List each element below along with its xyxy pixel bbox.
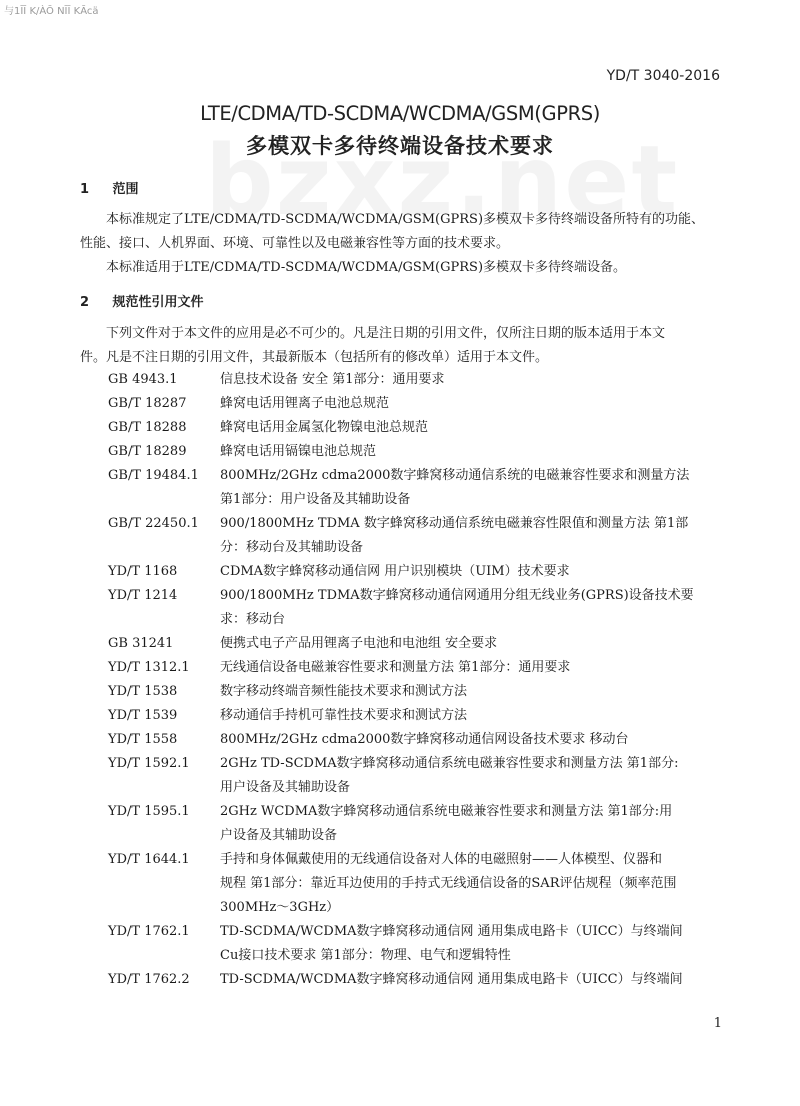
reference-code: YD/T 1644.1	[108, 852, 190, 867]
paragraph-line: 件。凡是不注日期的引用文件，其最新版本（包括所有的修改单）适用于本文件。	[80, 350, 549, 365]
reference-title	[220, 728, 714, 752]
paragraph-line: 性能、接口、人机界面、环境、可靠性以及电磁兼容性等方面的技术要求。	[80, 236, 510, 251]
reference-title-line: 2GHz WCDMA数字蜂窝移动通信系统电磁兼容性要求和测量方法 第1部分:用	[220, 804, 673, 819]
section-title: 规范性引用文件	[112, 295, 204, 310]
reference-code: GB/T 18289	[108, 444, 187, 459]
reference-title-line: 800MHz/2GHz cdma2000数字蜂窝移动通信网设备技术要求 移动台	[220, 732, 629, 747]
reference-title	[220, 512, 714, 560]
reference-code: GB 31241	[108, 636, 174, 651]
reference-title	[220, 680, 714, 704]
reference-title-line: 移动通信手持机可靠性技术要求和测试方法	[220, 708, 468, 723]
paragraph-line: 下列文件对于本文件的应用是必不可少的。凡是注日期的引用文件，仅所注日期的版本适用于本文	[106, 326, 666, 341]
reference-title-line: TD-SCDMA/WCDMA数字蜂窝移动通信网 通用集成电路卡（UICC）与终端间	[220, 972, 683, 987]
reference-title	[220, 656, 714, 680]
page-number: 1	[713, 1016, 722, 1031]
reference-title-line: CDMA数字蜂窝移动通信网 用户识别模块（UIM）技术要求	[220, 564, 570, 579]
section-title: 范围	[112, 182, 139, 197]
reference-title-line: 900/1800MHz TDMA数字蜂窝移动通信网通用分组无线业务(GPRS)设备技术要	[220, 588, 694, 603]
paragraph-line: 本标准适用于LTE/CDMA/TD-SCDMA/WCDMA/GSM(GPRS)多模双卡多待终端设备。	[106, 260, 627, 275]
section-1-heading	[80, 178, 139, 197]
reference-title-line: 规程 第1部分：靠近耳边使用的手持式无线通信设备的SAR评估规程（频率范围	[220, 876, 677, 891]
reference-title-line: 蜂窝电话用金属氢化物镍电池总规范	[220, 420, 429, 435]
reference-title	[220, 800, 714, 848]
document-title	[0, 98, 800, 162]
reference-title	[220, 560, 714, 584]
section-number: 1	[80, 182, 90, 197]
reference-title	[220, 848, 714, 920]
reference-title	[220, 368, 714, 392]
reference-code: YD/T 1558	[108, 732, 178, 747]
reference-title	[220, 704, 714, 728]
reference-code: GB/T 22450.1	[108, 516, 199, 531]
references-intro	[80, 322, 720, 370]
reference-code: YD/T 1312.1	[108, 660, 190, 675]
reference-title-line: 2GHz TD-SCDMA数字蜂窝移动通信系统电磁兼容性要求和测量方法 第1部分:	[220, 756, 679, 771]
reference-title-line: 用户设备及其辅助设备	[220, 780, 351, 795]
reference-title-line: 无线通信设备电磁兼容性要求和测量方法 第1部分：通用要求	[220, 660, 571, 675]
reference-code: GB/T 18288	[108, 420, 187, 435]
reference-title-line: 分：移动台及其辅助设备	[220, 540, 364, 555]
reference-title	[220, 392, 714, 416]
reference-title-line: 户设备及其辅助设备	[220, 828, 338, 843]
title-line-1: LTE/CDMA/TD-SCDMA/WCDMA/GSM(GPRS)	[200, 102, 600, 125]
section-2-heading	[80, 291, 204, 310]
reference-title	[220, 464, 714, 512]
reference-code: GB/T 18287	[108, 396, 187, 411]
reference-code: YD/T 1762.1	[108, 924, 190, 939]
reference-title	[220, 752, 714, 800]
reference-code: GB/T 19484.1	[108, 468, 199, 483]
reference-title	[220, 440, 714, 464]
section-number: 2	[80, 295, 90, 310]
reference-title-line: TD-SCDMA/WCDMA数字蜂窝移动通信网 通用集成电路卡（UICC）与终端间	[220, 924, 683, 939]
reference-code: YD/T 1592.1	[108, 756, 190, 771]
scope-paragraph-1	[80, 208, 720, 256]
reference-title-line: 数字移动终端音频性能技术要求和测试方法	[220, 684, 468, 699]
reference-title	[220, 632, 714, 656]
reference-title	[220, 920, 714, 968]
reference-code: YD/T 1168	[108, 564, 178, 579]
reference-title	[220, 584, 714, 632]
standard-number: YD/T 3040-2016	[606, 68, 720, 84]
reference-title-line: 900/1800MHz TDMA 数字蜂窝移动通信系统电磁兼容性限值和测量方法 第1部	[220, 516, 689, 531]
reference-title-line: 蜂窝电话用锂离子电池总规范	[220, 396, 390, 411]
reference-title-line: 手持和身体佩戴使用的无线通信设备对人体的电磁照射——人体模型、仪器和	[220, 852, 663, 867]
reference-code: YD/T 1595.1	[108, 804, 190, 819]
reference-title-line: Cu接口技术要求 第1部分：物理、电气和逻辑特性	[220, 948, 511, 963]
title-line-2: 多模双卡多待终端设备技术要求	[246, 134, 554, 158]
paragraph-line: 本标准规定了LTE/CDMA/TD-SCDMA/WCDMA/GSM(GPRS)多模双卡多待终端设备所特有的功能、	[106, 212, 705, 227]
reference-title-line: 第1部分：用户设备及其辅助设备	[220, 492, 411, 507]
reference-code: YD/T 1762.2	[108, 972, 190, 987]
reference-code: GB 4943.1	[108, 372, 178, 387]
reference-code: YD/T 1538	[108, 684, 178, 699]
corner-mark: 与1ĪĪ K/ÀŌ NĪĪ KĀcä	[4, 6, 99, 17]
reference-title-line: 求：移动台	[220, 612, 286, 627]
scope-paragraph-2	[80, 256, 720, 280]
reference-title-line: 800MHz/2GHz cdma2000数字蜂窝移动通信系统的电磁兼容性要求和测量方法	[220, 468, 690, 483]
reference-title-line: 便携式电子产品用锂离子电池和电池组 安全要求	[220, 636, 498, 651]
reference-code: YD/T 1539	[108, 708, 178, 723]
reference-title-line: 蜂窝电话用镉镍电池总规范	[220, 444, 377, 459]
reference-title	[220, 416, 714, 440]
reference-title-line: 信息技术设备 安全 第1部分：通用要求	[220, 372, 445, 387]
reference-title	[220, 968, 714, 992]
reference-title-line: 300MHz～3GHz）	[220, 900, 340, 915]
reference-code: YD/T 1214	[108, 588, 178, 603]
